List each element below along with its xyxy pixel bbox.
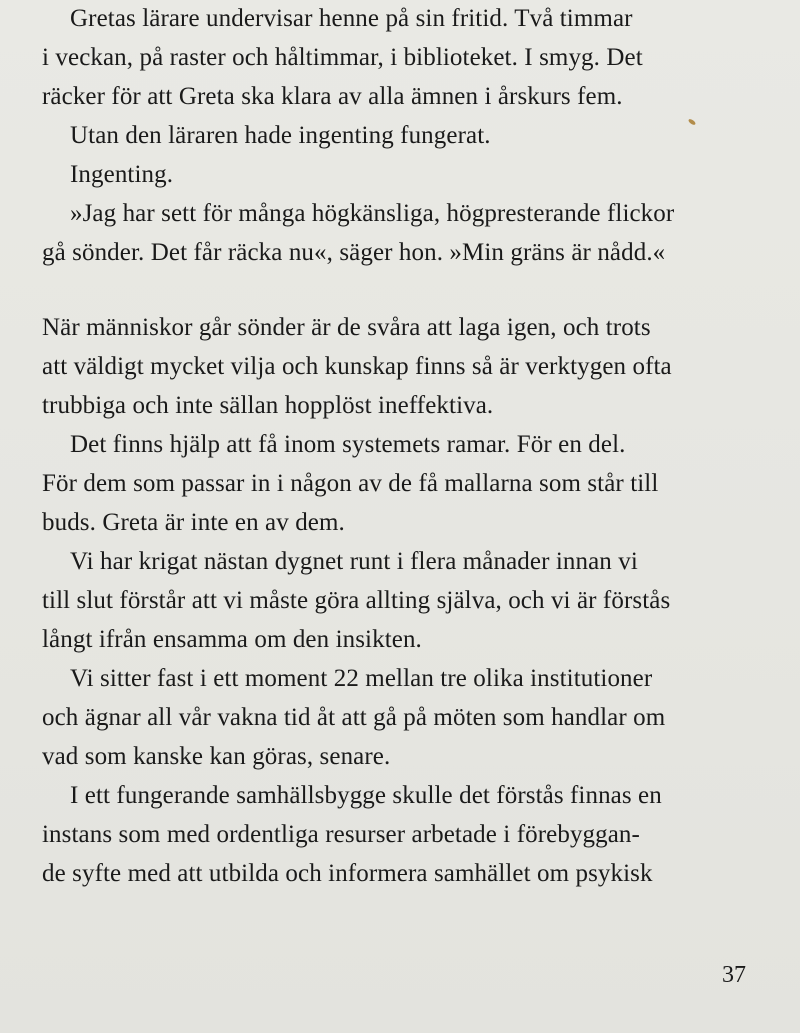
text-line: trubbiga och inte sällan hopplöst ineffektiva. (42, 392, 494, 419)
text-line: Ingenting. (70, 161, 174, 188)
text-line: Gretas lärare undervisar henne på sin fritid. Två timmar (70, 5, 633, 32)
text-line: gå sönder. Det får räcka nu«, säger hon. »Min gräns är nådd.« (42, 239, 666, 266)
page-number: 37 (722, 962, 746, 988)
text-line: de syfte med att utbilda och informera samhället om psykisk (42, 860, 653, 887)
paper-speck (688, 118, 697, 126)
text-line: Vi har krigat nästan dygnet runt i flera månader innan vi (70, 548, 638, 575)
text-line: Utan den läraren hade ingenting fungerat. (70, 122, 491, 149)
text-line: »Jag har sett för många högkänsliga, högpresterande flickor (70, 200, 675, 227)
text-line: i veckan, på raster och håltimmar, i biblioteket. I smyg. Det (42, 44, 643, 71)
text-line: långt ifrån ensamma om den insikten. (42, 626, 422, 653)
text-line: och ägnar all vår vakna tid åt att gå på möten som handlar om (42, 704, 666, 731)
text-line: vad som kanske kan göras, senare. (42, 743, 391, 770)
text-line: till slut förstår att vi måste göra allting själva, och vi är förstås (42, 587, 671, 614)
text-line: att väldigt mycket vilja och kunskap finns så är verktygen ofta (42, 353, 672, 380)
text-line: buds. Greta är inte en av dem. (42, 509, 345, 536)
text-line: instans som med ordentliga resurser arbetade i förebyggan- (42, 821, 640, 848)
text-line: När människor går sönder är de svåra att laga igen, och trots (42, 314, 651, 341)
text-line: Vi sitter fast i ett moment 22 mellan tre olika institutioner (70, 665, 653, 692)
text-line: Det finns hjälp att få inom systemets ramar. För en del. (70, 431, 626, 458)
text-line: I ett fungerande samhällsbygge skulle det förstås finnas en (70, 782, 662, 809)
text-line: För dem som passar in i någon av de få mallarna som står till (42, 470, 659, 497)
text-line: räcker för att Greta ska klara av alla ämnen i årskurs fem. (42, 83, 623, 110)
